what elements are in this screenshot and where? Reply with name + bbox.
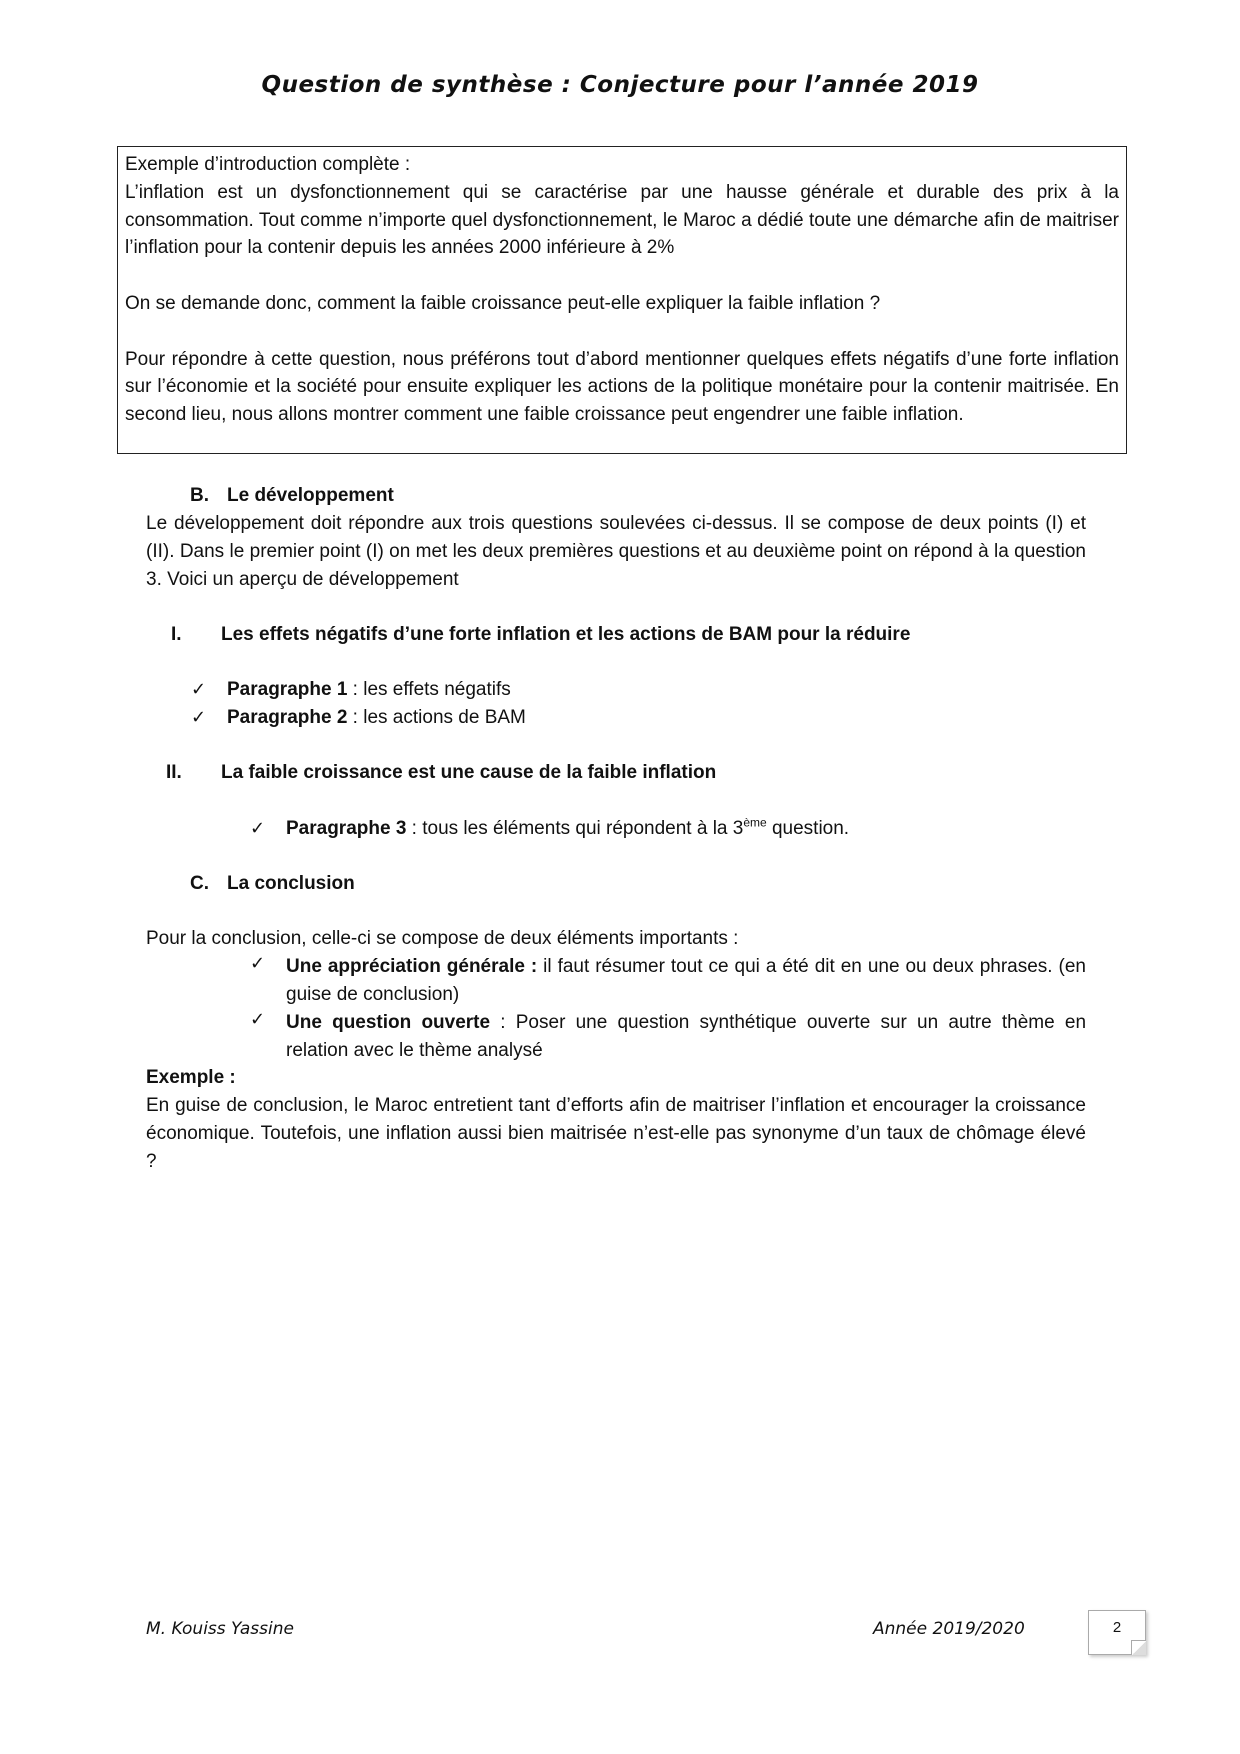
section-c-letter: C.	[190, 873, 209, 894]
part-1-heading	[171, 621, 910, 649]
intro-heading: Exemple d’introduction complète :	[125, 154, 411, 175]
section-c-heading	[190, 870, 355, 898]
part-1-item-1	[191, 676, 511, 704]
example-label: Exemple :	[146, 1067, 236, 1088]
section-c-item-2-text	[286, 1009, 1086, 1065]
check-icon: ✓	[191, 679, 207, 700]
part-1-item-2-bold: Paragraphe 2	[227, 707, 348, 728]
part-2-item	[250, 815, 849, 843]
footer-author: M. Kouiss Yassine	[146, 1619, 294, 1639]
page-corner-fold-icon	[1131, 1640, 1146, 1655]
part-2-item-text: : tous les éléments qui répondent à la 3	[406, 818, 744, 839]
section-c-item-1-text	[286, 953, 1086, 1009]
section-c-title: La conclusion	[227, 873, 355, 894]
part-1-item-2-text: : les actions de BAM	[347, 707, 526, 728]
page-number-box	[1088, 1610, 1146, 1655]
intro-paragraph-3: Pour répondre à cette question, nous préférons tout d’abord mentionner quelques effets négatifs d’une forte inflation sur l’économie et la société pour ensuite expliquer les actions de la politique monétaire pour la contenir maitrisée. En second lieu, nous allons montrer comment une faible croissance peut engendrer une faible inflation.	[125, 348, 1119, 426]
section-c-item-1-bold: Une appréciation générale :	[286, 956, 538, 977]
part-1-item-1-text: : les effets négatifs	[347, 679, 511, 700]
check-icon: ✓	[191, 707, 207, 728]
section-b-heading	[190, 482, 394, 510]
part-2-heading	[166, 759, 716, 787]
check-icon: ✓	[250, 1009, 266, 1030]
section-c-item-2-body: : Poser une question synthétique ouverte sur un autre thème en relation avec le thème analysé	[286, 1012, 1087, 1061]
part-1-item-2	[191, 704, 526, 732]
intro-example-box	[117, 146, 1127, 454]
section-b-title: Le développement	[227, 485, 394, 506]
intro-paragraph-1: L’inflation est un dysfonctionnement qui se caractérise par une hausse générale et durable des prix à la consommation. Tout comme n’importe quel dysfonctionnement, le Maroc a dédié toute une démarche afin de maitriser l’inflation pour la contenir depuis les années 2000 inférieure à 2%	[125, 181, 1119, 259]
check-icon: ✓	[250, 818, 266, 839]
section-c-intro: Pour la conclusion, celle-ci se compose de deux éléments importants :	[146, 928, 739, 949]
check-icon: ✓	[250, 953, 266, 974]
section-c-item-1	[250, 953, 1086, 1009]
part-1-title: Les effets négatifs d’une forte inflation et les actions de BAM pour la réduire	[221, 624, 911, 645]
part-1-item-1-bold: Paragraphe 1	[227, 679, 348, 700]
footer-year: Année 2019/2020	[873, 1619, 1025, 1639]
section-c-item-1-body: il faut résumer tout ce qui a été dit en une ou deux phrases. (en guise de conclusion)	[286, 956, 1086, 1005]
part-2-title: La faible croissance est une cause de la faible inflation	[221, 762, 717, 783]
example-text: En guise de conclusion, le Maroc entretient tant d’efforts afin de maitriser l’inflation et encourager la croissance économique. Toutefois, une inflation aussi bien maitrisée n’est-elle pas synonyme d’un taux de chômage élevé ?	[146, 1095, 1086, 1172]
section-b-letter: B.	[190, 485, 209, 506]
page-title: Question de synthèse : Conjecture pour l’année 2019	[261, 72, 979, 98]
part-2-item-bold: Paragraphe 3	[286, 818, 407, 839]
part-1-numeral: I.	[171, 624, 182, 645]
intro-paragraph-2: On se demande donc, comment la faible croissance peut-elle expliquer la faible inflation ?	[125, 292, 881, 314]
page-number: 2	[1112, 1619, 1122, 1636]
section-b-text: Le développement doit répondre aux trois questions soulevées ci-dessus. Il se compose de deux points (I) et (II). Dans le premier point (I) on met les deux premières questions et au deuxième point on répond à la question 3. Voici un aperçu de développement	[146, 513, 1086, 590]
part-2-numeral: II.	[166, 762, 182, 783]
section-c-item-2	[250, 1009, 1086, 1065]
part-2-item-sup: ème	[743, 815, 767, 830]
part-2-item-end: question.	[766, 818, 850, 839]
section-c-item-2-bold: Une question ouverte	[286, 1012, 491, 1033]
